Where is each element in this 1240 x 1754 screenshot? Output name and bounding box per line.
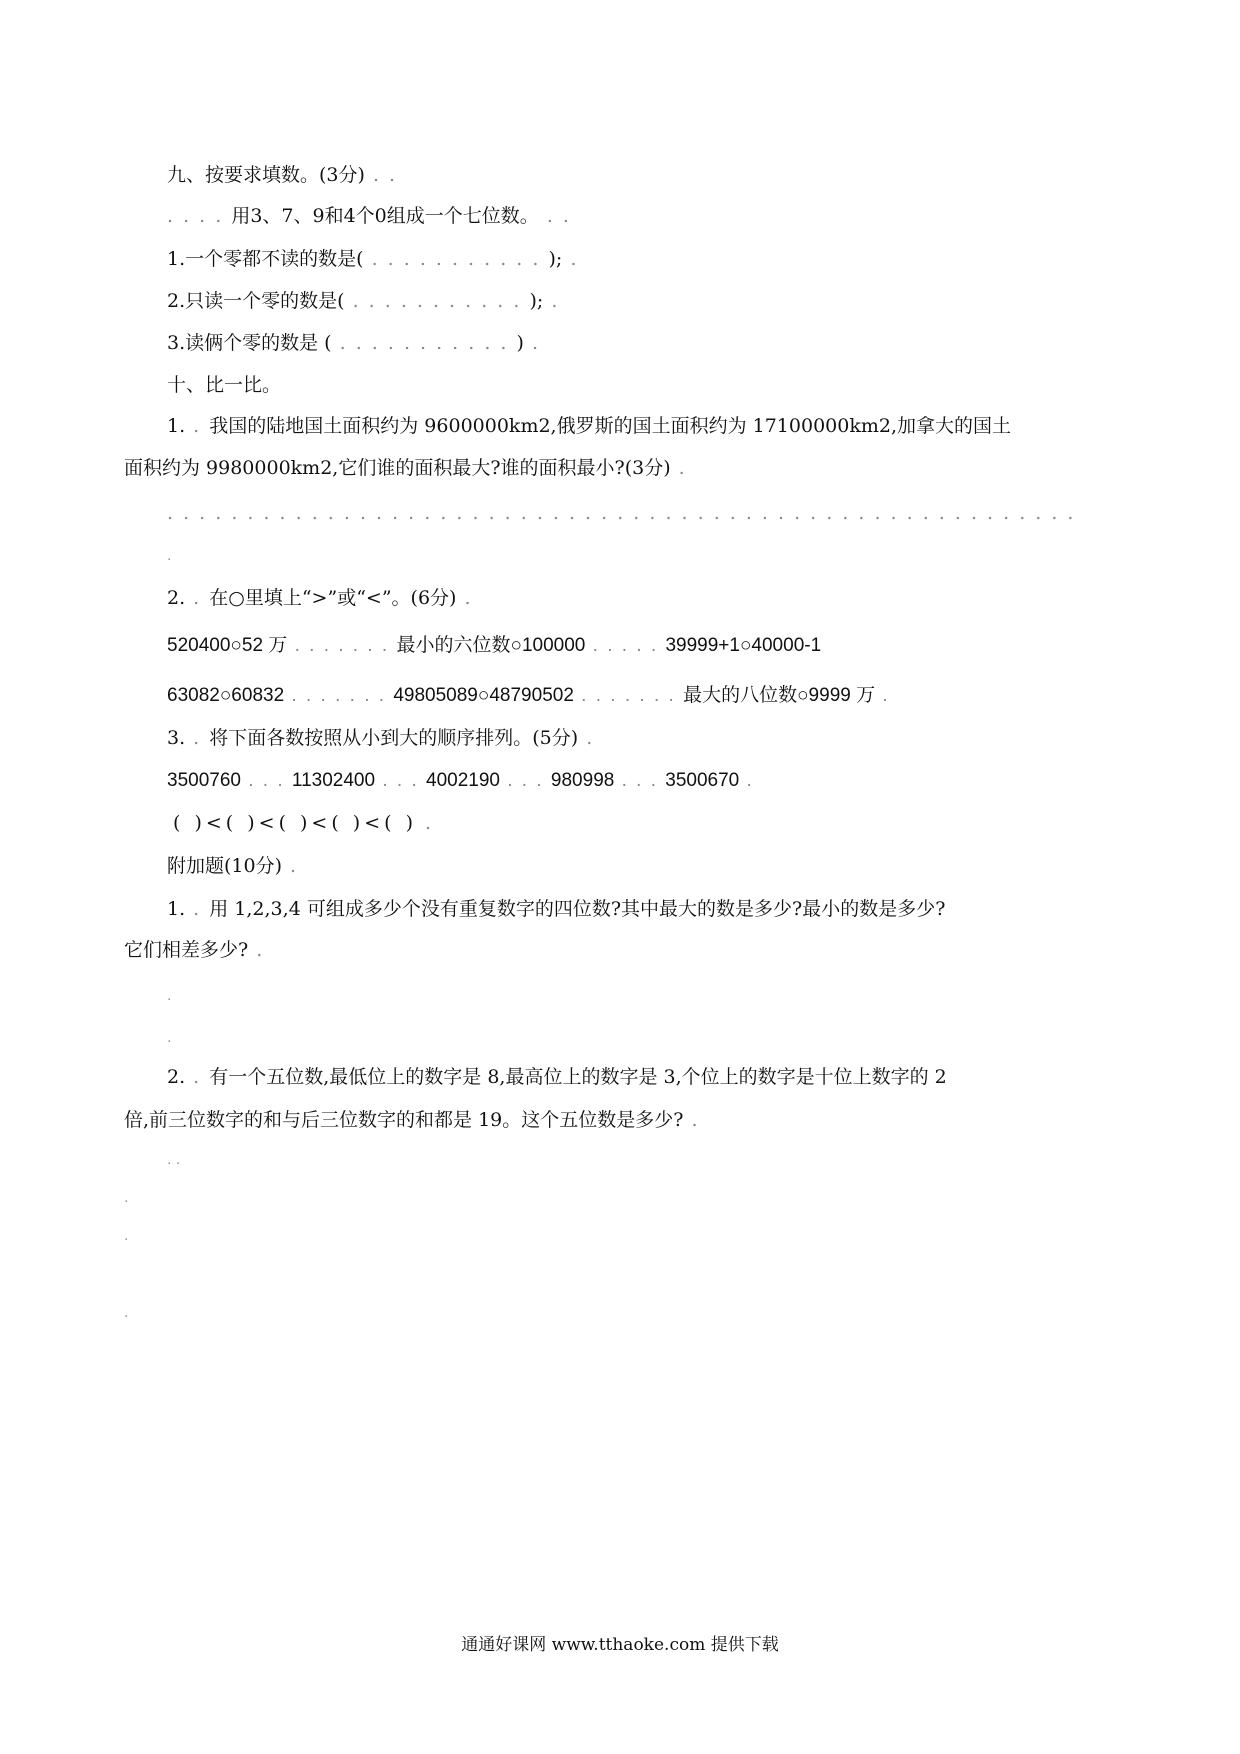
section9-q3-end: ) <box>516 332 524 354</box>
stray-dot: . <box>124 1190 129 1206</box>
number-item: 3500760 <box>167 770 241 791</box>
section10-title-text: 十、比一比。 <box>167 374 282 396</box>
answer-dotted-line: . . . . . . . . . . . . . . . . . . . . . . . . . . . . . . . . . . . . . . . . . . . . . . . . . . . . . . . . . <box>167 502 1076 524</box>
page-footer <box>0 1630 1240 1655</box>
number-item: 4002190 <box>426 770 500 791</box>
stray-dot: . <box>124 1228 129 1244</box>
compare-item: 520400○52 万 <box>167 635 288 656</box>
section9-intro: . . . . 用3、7、9和4个0组成一个七位数。 . . <box>167 205 571 227</box>
section10-q3-title-text: 将下面各数按照从小到大的顺序排列。(5分) <box>209 727 579 749</box>
bonus-q2-number: 2. <box>167 1066 186 1088</box>
stray-dot: . . <box>167 1152 181 1168</box>
stray-dot: . <box>167 548 172 564</box>
section10-q1-line1-text: 我国的陆地国土面积约为 9600000km2,俄罗斯的国土面积约为 17100000km2,加拿大的国土 <box>209 415 1011 437</box>
compare-item: 39999+1○40000-1 <box>665 635 822 656</box>
section10-q2-number: 2. <box>167 587 186 609</box>
bonus-title-text: 附加题(10分) <box>167 855 283 877</box>
bonus-q1-line2: 它们相差多少? . <box>124 939 265 961</box>
section9-q1: 1.一个零都不读的数是( . . . . . . . . . . . ); . <box>167 248 579 270</box>
section9-intro-text: 用3、7、9和4个0组成一个七位数。 <box>231 205 539 227</box>
bonus-q1-number: 1. <box>167 898 186 920</box>
section10-q1-line1: 1. . 我国的陆地国土面积约为 9600000km2,俄罗斯的国土面积约为 17100000km2,加拿大的国土 <box>167 415 1011 437</box>
section9-q1-text: 1.一个零都不读的数是( <box>167 248 364 270</box>
section9-title-text: 九、按要求填数。(3分) <box>167 164 365 186</box>
section9-q3-text: 3.读俩个零的数是 ( <box>167 332 332 354</box>
section9-q2-text: 2.只读一个零的数是( <box>167 290 345 312</box>
section10-q2-title-text: 在○里填上“>”或“<”。(6分) <box>209 587 457 609</box>
bonus-q2-line1-text: 有一个五位数,最低位上的数字是 8,最高位上的数字是 3,个位上的数字是十位上数字的 2 <box>209 1066 947 1088</box>
stray-dot: . <box>167 988 172 1004</box>
order-blanks: ( )<( )<( )<( )<( ) <box>173 812 418 834</box>
compare-row-1: 520400○52 万 . . . . . . . 最小的六位数○100000 . . . . . 39999+1○40000-1 <box>167 635 822 656</box>
numbers-row: 3500760 . . . 11302400 . . . 4002190 . . . 980998 . . . 3500670 . <box>167 770 754 791</box>
section10-q2-title: 2. . 在○里填上“>”或“<”。(6分) . <box>167 587 473 609</box>
bonus-q1-line1-text: 用 1,2,3,4 可组成多少个没有重复数字的四位数?其中最大的数是多少?最小的数是多少? <box>209 898 946 920</box>
bonus-q2-line2-text: 倍,前三位数字的和与后三位数字的和都是 19。这个五位数是多少? <box>124 1109 684 1131</box>
section10-title <box>167 372 281 398</box>
number-item: 3500670 <box>665 770 740 791</box>
stray-dot: . <box>124 1305 129 1321</box>
order-row: ( )<( )<( )<( )<( ) . <box>173 812 434 834</box>
section9-q2-end: ); <box>529 290 544 312</box>
compare-item: 63082○60832 <box>167 685 285 706</box>
section9-q3: 3.读俩个零的数是 ( . . . . . . . . . . . ) . <box>167 332 541 354</box>
section9-q2: 2.只读一个零的数是( . . . . . . . . . . . ); . <box>167 290 560 312</box>
bonus-q2-line2: 倍,前三位数字的和与后三位数字的和都是 19。这个五位数是多少? . <box>124 1109 700 1131</box>
compare-item: 最小的六位数○100000 <box>396 635 586 656</box>
number-item: 980998 <box>550 770 615 791</box>
bonus-q2-line1: 2. . 有一个五位数,最低位上的数字是 8,最高位上的数字是 3,个位上的数字是十位上数字的 2 <box>167 1066 947 1088</box>
bonus-q1-line2-text: 它们相差多少? <box>124 939 249 961</box>
bonus-title: 附加题(10分) . <box>167 855 299 877</box>
section10-q3-title: 3. . 将下面各数按照从小到大的顺序排列。(5分) . <box>167 727 595 749</box>
section9-title: 九、按要求填数。(3分) . . <box>167 164 398 186</box>
compare-row-2: 63082○60832 . . . . . . . 49805089○48790502 . . . . . . . 最大的八位数○9999 万 . <box>167 685 890 706</box>
compare-item: 49805089○48790502 <box>393 685 574 706</box>
footer-text: 通通好课网 www.tthaoke.com 提供下载 <box>461 1635 779 1655</box>
number-item: 11302400 <box>291 770 376 791</box>
compare-item: 最大的八位数○9999 万 <box>683 685 876 706</box>
section10-q1-line2-text: 面积约为 9980000km2,它们谁的面积最大?谁的面积最小?(3分) <box>124 457 671 479</box>
section10-q1-number: 1. <box>167 415 186 437</box>
section9-q1-end: ); <box>548 248 563 270</box>
bonus-q1-line1: 1. . 用 1,2,3,4 可组成多少个没有重复数字的四位数?其中最大的数是多少?最小的数是多少? <box>167 898 946 920</box>
stray-dot: . <box>167 1030 172 1046</box>
section10-q1-line2: 面积约为 9980000km2,它们谁的面积最大?谁的面积最小?(3分) . <box>124 457 687 479</box>
section10-q3-number: 3. <box>167 727 186 749</box>
